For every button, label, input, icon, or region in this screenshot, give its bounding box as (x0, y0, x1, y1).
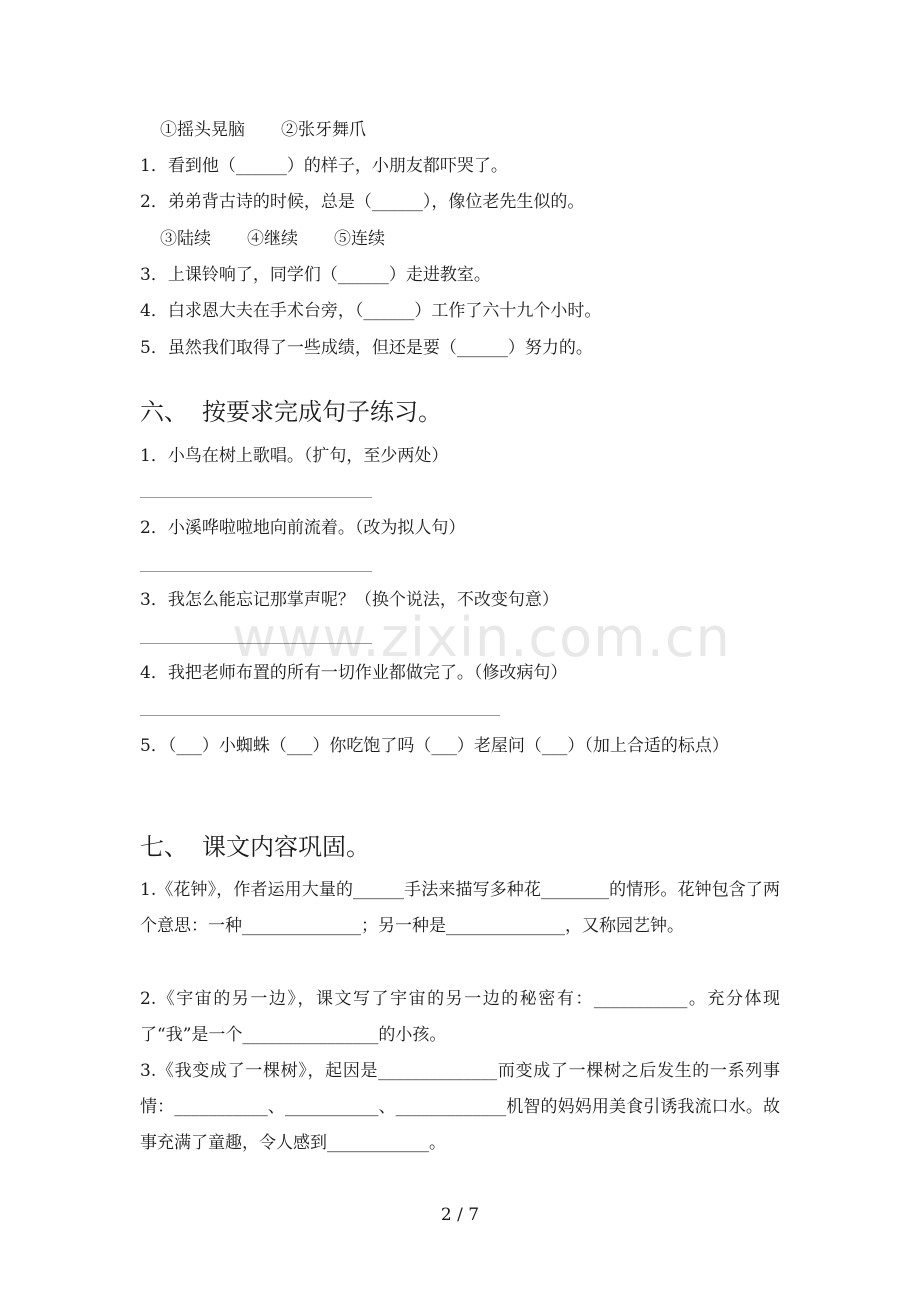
fill-item: 2．弟弟背古诗的时候，总是（______），像位老先生似的。 (140, 192, 585, 212)
option: ①摇头晃脑 (160, 120, 245, 140)
answer-line[interactable] (140, 571, 372, 572)
option: ④继续 (247, 229, 298, 249)
option: ⑤连续 (334, 229, 385, 249)
review-paragraph: 2.《宇宙的另一边》，课文写了宇宙的另一边的秘密有：___________。充分体现了“我”是一个________________的小孩。 (140, 989, 780, 1045)
section-title: 按要求完成句子练习。 (202, 398, 442, 426)
exercise-item: 2．小溪哗啦啦地向前流着。（改为拟人句） (140, 518, 466, 538)
exercise-item: 5．（___）小蜘蛛（___）你吃饱了吗（___）老屋问（___）（加上合适的标点） (140, 736, 729, 756)
option: ②张牙舞爪 (281, 120, 366, 140)
answer-line[interactable] (140, 497, 372, 498)
section-number: 七、 (140, 833, 188, 861)
section7-heading (140, 832, 370, 862)
watermark: www.zixin.com.cn (232, 606, 731, 669)
review-paragraph: 3.《我变成了一棵树》，起因是______________而变成了一棵树之后发生的一系列事情：___________、___________、_____________机智的妈妈用美食引诱我流口水。故事充满了童趣，令人感到____________。 (140, 1061, 780, 1153)
fill-item: 3．上课铃响了，同学们（______）走进教室。 (140, 265, 491, 285)
option: ③陆续 (160, 229, 211, 249)
exercise-item: 4．我把老师布置的所有一切作业都做完了。（修改病句） (140, 663, 568, 683)
answer-line[interactable] (140, 715, 500, 716)
section-number: 六、 (140, 398, 188, 426)
exercise-item: 1．小鸟在树上歌唱。（扩句，至少两处） (140, 446, 449, 466)
page-number: 2 / 7 (440, 1205, 480, 1225)
options-row-a (160, 118, 402, 142)
options-row-b (160, 227, 421, 251)
fill-item: 1．看到他（______）的样子，小朋友都吓哭了。 (140, 156, 508, 176)
review-paragraph: 1.《花钟》，作者运用大量的______手法来描写多种花________的情形。花钟包含了两个意思：一种______________；另一种是______________，又称园艺钟。 (140, 880, 780, 936)
fill-item: 4．白求恩大夫在手术台旁，（______）工作了六十九个小时。 (140, 301, 602, 321)
section6-heading (140, 397, 442, 427)
exercise-item: 3．我怎么能忘记那掌声呢？（换个说法，不改变句意） (140, 590, 559, 610)
fill-item: 5．虽然我们取得了一些成绩，但还是要（______）努力的。 (140, 338, 593, 358)
section-title: 课文内容巩固。 (202, 833, 370, 861)
